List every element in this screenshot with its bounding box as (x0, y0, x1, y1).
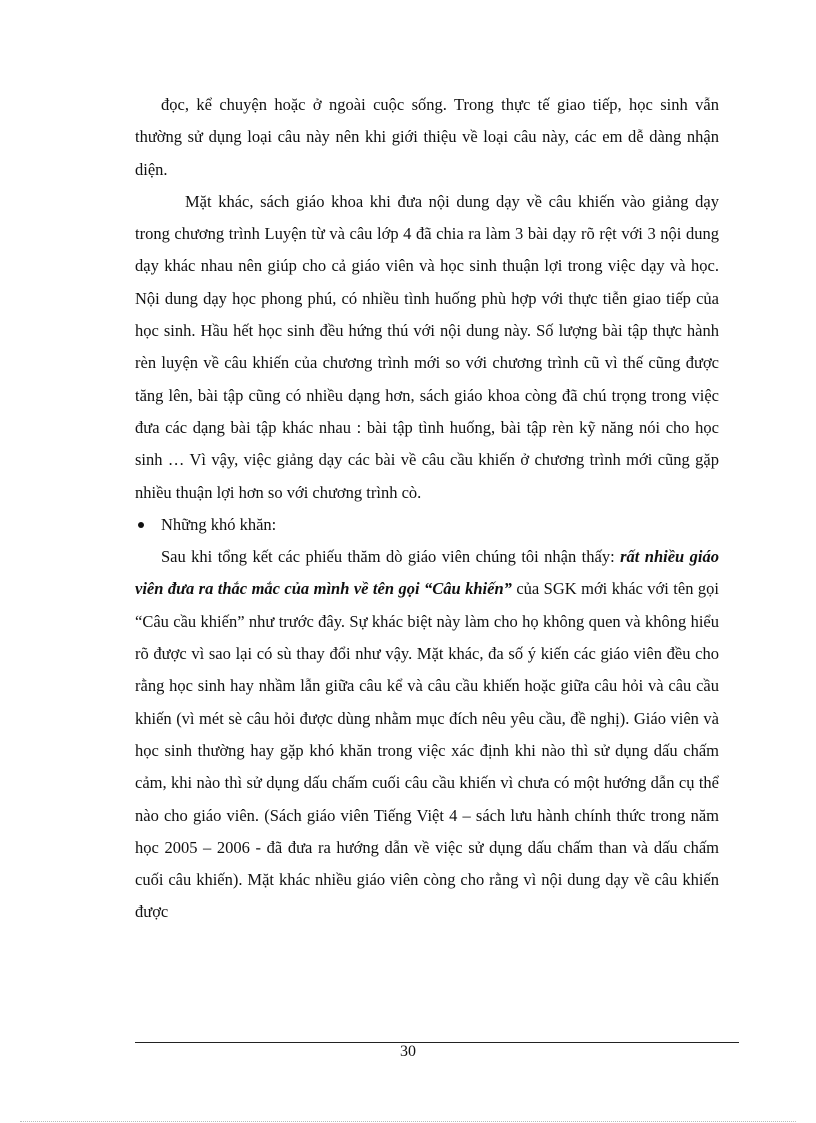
bullet-dot-icon (138, 522, 144, 528)
bullet-text: Những khó khăn: (161, 514, 277, 534)
paragraph-3 (135, 541, 719, 929)
body-text (135, 89, 719, 929)
page-number: 30 (400, 1043, 416, 1060)
page-bottom-border (20, 1121, 796, 1122)
paragraph-3-lead: Sau khi tổng kết các phiếu thăm dò giáo viên chúng tôi nhận thấy: (161, 547, 621, 567)
emphasis-text: rất nhiều giáo viên đưa ra thắc mắc của mình về tên gọi “Câu khiến” (135, 547, 719, 599)
paragraph-2: Mặt khác, sách giáo khoa khi đưa nội dung dạy về câu khiến vào giảng dạy trong chương trình Luyện từ và câu lớp 4 đã chia ra làm 3 bài dạy rõ rệt với 3 nội dung dạy khác nhau nên giúp cho cả giáo viên và học sinh thuận lợi trong việc dạy và học. Nội dung dạy học phong phú, có nhiều tình huống phù hợp với thực tiễn giao tiếp của học sinh. Hầu hết học sinh đều hứng thú với nội dung này. Số lượng bài tập thực hành rèn luyện về câu khiến của chương trình mới so với chương trình cũ vì thế cũng được tăng lên, bài tập cũng có nhiều dạng hơn, sách giáo khoa còng đã chú trọng trong việc đưa các dạng bài tập khác nhau : bài tập tình huống, bài tập rèn kỹ năng nói cho học sinh … Vì vậy, việc giảng dạy các bài về câu cầu khiến ở chương trình mới cũng gặp nhiều thuận lợi hơn so với chương trình cò. (135, 191, 719, 502)
bullet-item (135, 509, 719, 541)
paragraph-1: đọc, kể chuyện hoặc ở ngoài cuộc sống. Trong thực tế giao tiếp, học sinh vẫn thường sử dụng loại câu này nên khi giới thiệu về loại câu này, các em dễ dàng nhận diện. (135, 95, 719, 179)
paragraph-3-rest: của SGK mới khác với tên gọi “Câu cầu khiến” như trước đây. Sự khác biệt này làm cho họ không quen và không hiểu rõ được vì sao lại có sù thay đổi như vậy. Mặt khác, đa số ý kiến các giáo viên đều cho rằng học sinh hay nhầm lẫn giữa câu kể và câu cầu khiến hoặc giữa câu hỏi và câu cầu khiến (vì mét sè câu hỏi được dùng nhằm mục đích nêu yêu cầu, đề nghị). Giáo viên và học sinh thường hay gặp khó khăn trong việc xác định khi nào thì sử dụng dấu chấm cảm, khi nào thì sử dụng dấu chấm cuối câu cầu khiến vì chưa có một hướng dẫn cụ thể nào cho giáo viên. (Sách giáo viên Tiếng Việt 4 – sách lưu hành chính thức trong năm học 2005 – 2006 - đã đưa ra hướng dẫn về việc sử dụng dấu chấm than và dấu chấm cuối câu khiến). Mặt khác nhiều giáo viên còng cho rằng vì nội dung dạy về câu khiến được (135, 579, 719, 922)
